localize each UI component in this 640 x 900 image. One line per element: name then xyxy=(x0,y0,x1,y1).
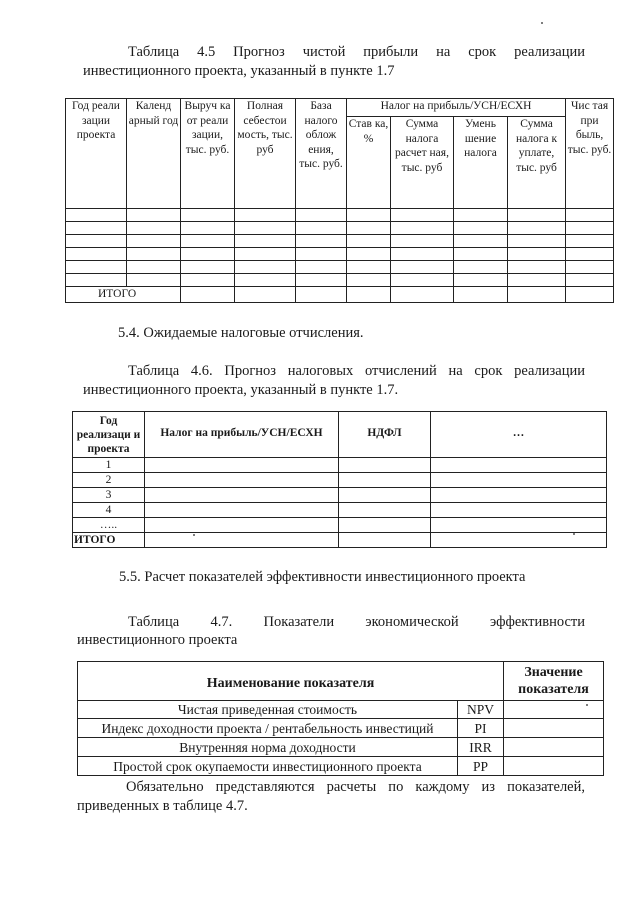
table-row xyxy=(66,222,614,235)
note-line1: Обязательно представляются расчеты по каждому из показателей, xyxy=(126,779,585,795)
table-row xyxy=(66,235,614,248)
total-row xyxy=(66,287,614,303)
indicator-code: IRR xyxy=(458,738,504,757)
header-tax-payable: Сумма налога к уплате, тыс. руб xyxy=(508,117,566,209)
indicator-name: Индекс доходности проекта / рентабельность инвестиций xyxy=(78,719,458,738)
year-cell: 3 xyxy=(73,488,145,503)
table45-caption-line2: инвестиционного проекта, указанный в пункте 1.7 xyxy=(83,63,395,79)
total-label: ИТОГО xyxy=(66,287,181,303)
year-cell: ….. xyxy=(73,518,145,533)
header-ndfl: НДФЛ xyxy=(339,412,431,458)
indicator-name: Простой срок окупаемости инвестиционного проекта xyxy=(78,757,458,776)
table-row xyxy=(66,274,614,287)
header-project-year: Год реализаци и проекта xyxy=(73,412,145,458)
header-indicator-value: Значение показателя xyxy=(504,662,604,701)
indicator-name: Чистая приведенная стоимость xyxy=(78,701,458,719)
indicator-name: Внутренняя норма доходности xyxy=(78,738,458,757)
total-label: ИТОГО xyxy=(73,533,145,548)
indicator-code: PP xyxy=(458,757,504,776)
header-other-taxes: … xyxy=(431,412,607,458)
note-line2: приведенных в таблице 4.7. xyxy=(77,798,248,814)
header-calculated-tax: Сумма налога расчет ная, тыс. руб xyxy=(391,117,454,209)
efficiency-indicators-table xyxy=(77,661,604,776)
table46-caption-line1: Таблица 4.6. Прогноз налоговых отчислений на срок реализации xyxy=(128,363,585,379)
year-cell: 4 xyxy=(73,503,145,518)
header-tax-base: База налого облож ения, тыс. руб. xyxy=(296,99,347,209)
table47-caption-line2: инвестиционного проекта xyxy=(77,632,238,648)
header-revenue: Выруч ка от реали зации, тыс. руб. xyxy=(181,99,235,209)
table-row xyxy=(73,503,607,518)
scan-speck xyxy=(586,704,588,706)
table-row xyxy=(66,261,614,274)
table46-caption-line2: инвестиционного проекта, указанный в пункте 1.7. xyxy=(83,382,399,398)
table-row xyxy=(73,473,607,488)
header-tax-reduction: Умень шение налога xyxy=(454,117,508,209)
header-net-profit: Чис тая при быль, тыс. руб. xyxy=(566,99,614,209)
tax-deductions-forecast-table xyxy=(72,411,607,548)
table-row xyxy=(73,518,607,533)
indicator-code: NPV xyxy=(458,701,504,719)
section-5-5-heading: 5.5. Расчет показателей эффективности инвестиционного проекта xyxy=(119,569,526,585)
header-profit-tax: Налог на прибыль/УСН/ЕСХН xyxy=(145,412,339,458)
table45-caption-line1: Таблица 4.5 Прогноз чистой прибыли на срок реализации xyxy=(128,44,585,60)
scan-speck xyxy=(573,533,575,535)
table-row xyxy=(73,488,607,503)
header-project-year: Год реали зации проекта xyxy=(66,99,127,209)
header-tax-rate: Став ка, % xyxy=(347,117,391,209)
year-cell: 1 xyxy=(73,458,145,473)
table-row xyxy=(66,209,614,222)
total-row xyxy=(73,533,607,548)
scan-speck xyxy=(541,22,543,24)
header-calendar-year: Календ арный год xyxy=(127,99,181,209)
header-indicator-name: Наименование показателя xyxy=(78,662,504,701)
table-row xyxy=(73,458,607,473)
year-cell: 2 xyxy=(73,473,145,488)
header-full-cost: Полная себестои мость, тыс. руб xyxy=(235,99,296,209)
table-row xyxy=(78,738,604,757)
table-row xyxy=(78,701,604,719)
indicator-code: PI xyxy=(458,719,504,738)
net-profit-forecast-table xyxy=(65,98,614,303)
table-row xyxy=(78,757,604,776)
header-tax-group: Налог на прибыль/УСН/ЕСХН xyxy=(347,99,566,117)
table-row xyxy=(78,719,604,738)
section-5-4-heading: 5.4. Ожидаемые налоговые отчисления. xyxy=(118,325,364,341)
table-row xyxy=(66,248,614,261)
scan-speck xyxy=(193,534,195,536)
table47-caption-line1: Таблица 4.7. Показатели экономической эффективности xyxy=(128,614,585,630)
